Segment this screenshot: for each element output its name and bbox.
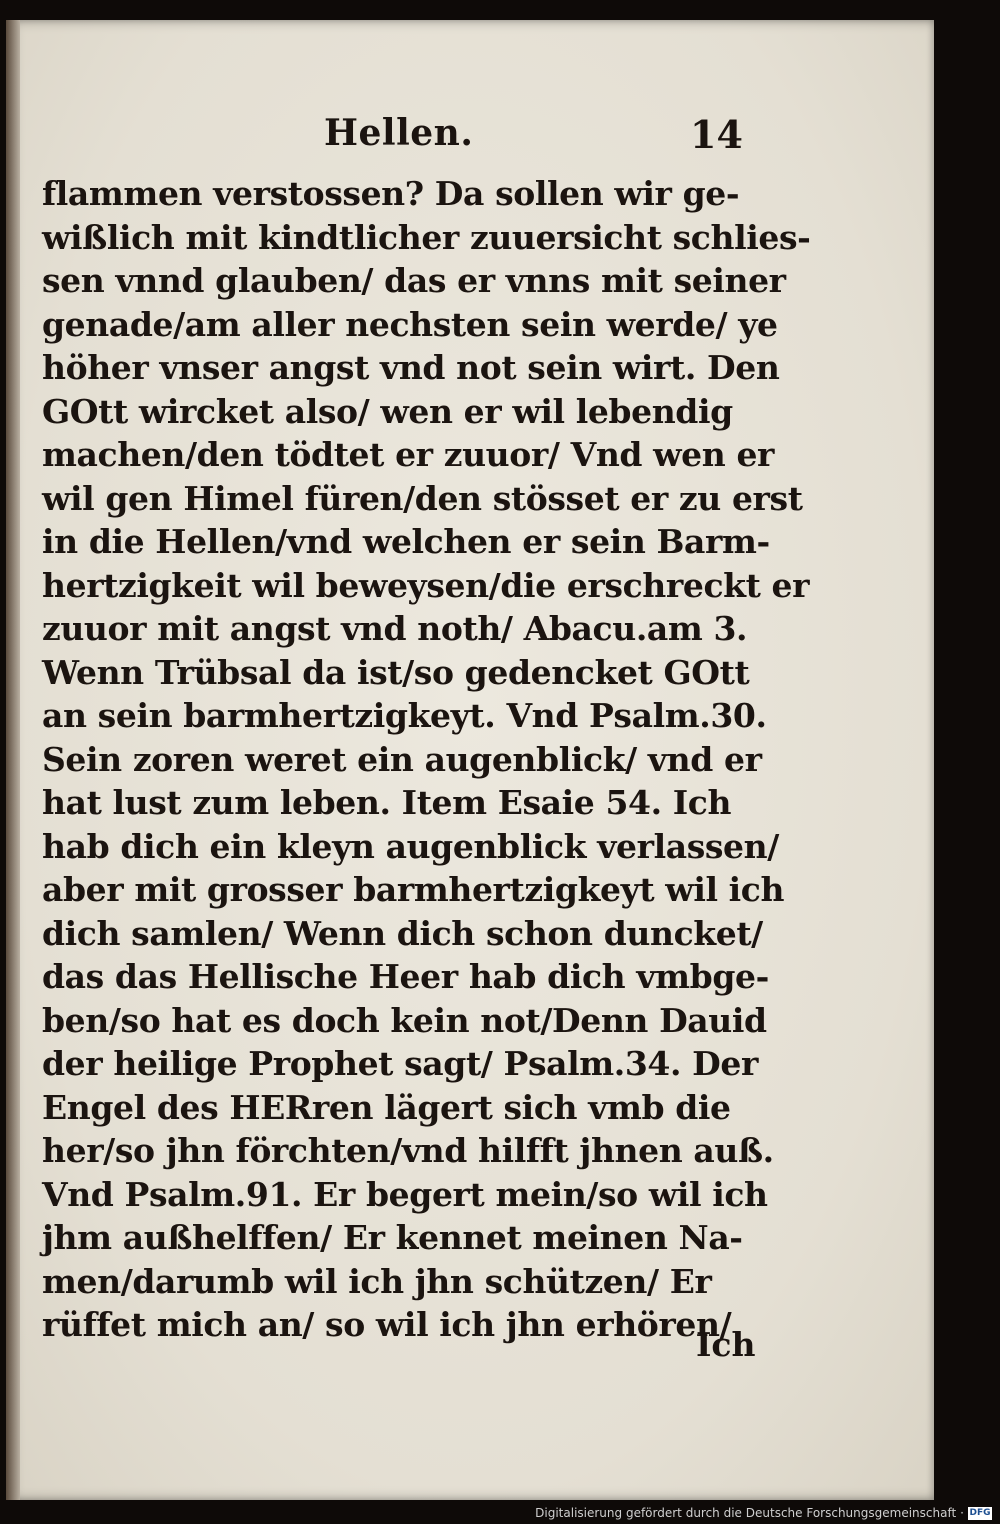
text-line: wil gen Himel füren/den stösset er zu erst xyxy=(42,478,803,518)
text-line: in die Hellen/vnd welchen er sein Barm- xyxy=(42,522,770,561)
text-line: zuuor mit angst vnd noth/ Abacu.am 3. xyxy=(42,609,748,648)
text-line: sen vnnd glauben/ das er vnns mit seiner xyxy=(42,261,786,300)
catchword: Ich xyxy=(696,1325,756,1364)
page-number: 14 xyxy=(690,112,743,157)
text-line: rüffet mich an/ so wil ich jhn erhören/ xyxy=(42,1305,732,1344)
digitization-credit xyxy=(535,1504,992,1522)
text-line: men/darumb wil ich jhn schützen/ Er xyxy=(42,1261,712,1301)
text-line: flammen verstossen? Da sollen wir ge- xyxy=(42,174,740,213)
text-line: höher vnser angst vnd not sein wirt. Den xyxy=(42,348,780,387)
text-line: jhm außhelffen/ Er kennet meinen Na- xyxy=(42,1218,743,1257)
separator-dot: · xyxy=(960,1506,964,1520)
page-gutter-shadow xyxy=(6,20,20,1500)
credit-text: Digitalisierung gefördert durch die Deutsche Forschungsgemeinschaft xyxy=(535,1506,957,1520)
text-line: Engel des HERren lägert sich vmb die xyxy=(42,1087,731,1127)
text-line: genade/am aller nechsten sein werde/ ye xyxy=(42,304,778,344)
text-line: wißlich mit kindtlicher zuuersicht schlies- xyxy=(42,217,811,257)
text-line: der heilige Prophet sagt/ Psalm.34. Der xyxy=(42,1044,758,1083)
text-line: das das Hellische Heer hab dich vmbge- xyxy=(42,957,769,996)
text-line: dich samlen/ Wenn dich schon duncket/ xyxy=(42,913,763,953)
book-page xyxy=(6,20,934,1500)
text-line: Sein zoren weret ein augenblick/ vnd er xyxy=(42,739,762,779)
text-line: aber mit grosser barmhertzigkeyt wil ich xyxy=(42,870,785,909)
text-line: an sein barmhertzigkeyt. Vnd Psalm.30. xyxy=(42,696,767,735)
text-line: Wenn Trübsal da ist/so gedencket GOtt xyxy=(42,652,750,692)
text-line: machen/den tödtet er zuuor/ Vnd wen er xyxy=(42,435,775,474)
text-line: hertzigkeit wil beweysen/die erschreckt er xyxy=(42,565,810,605)
text-line: GOtt wircket also/ wen er wil lebendig xyxy=(42,391,733,431)
text-line: ben/so hat es doch kein not/Denn Dauid xyxy=(42,1000,767,1040)
text-line: hat lust zum leben. Item Esaie 54. Ich xyxy=(42,783,732,822)
text-line: Vnd Psalm.91. Er begert mein/so wil ich xyxy=(42,1174,768,1214)
text-line: hab dich ein kleyn augenblick verlassen/ xyxy=(42,826,779,866)
page-header xyxy=(6,112,934,157)
dfg-logo: DFG xyxy=(969,1508,991,1518)
running-title: Hellen. xyxy=(324,112,474,154)
text-line: her/so jhn förchten/vnd hilfft jhnen auß. xyxy=(42,1131,774,1170)
body-text xyxy=(42,172,811,1347)
